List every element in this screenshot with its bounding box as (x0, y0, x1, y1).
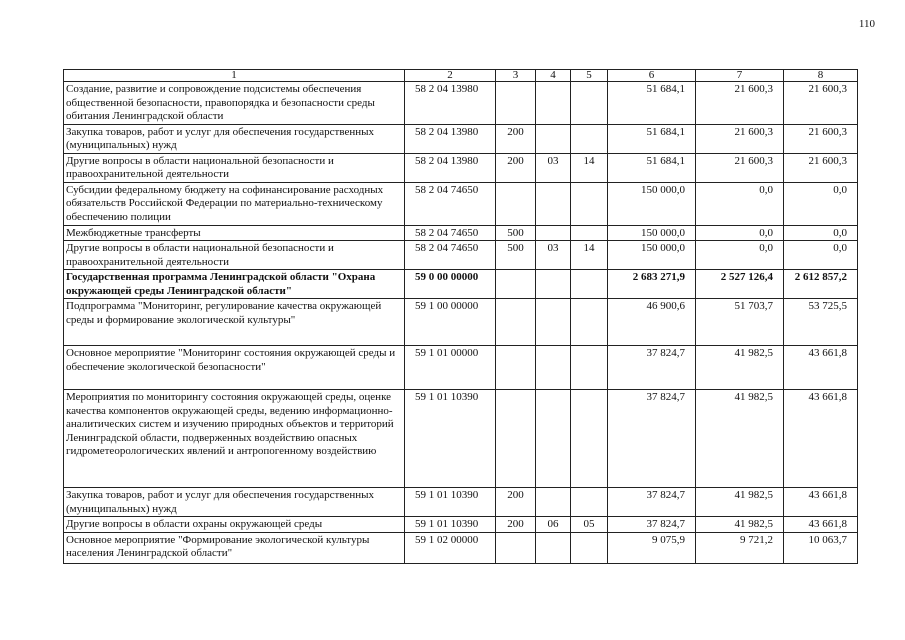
row-value-col6-cell: 150 000,0 (608, 225, 696, 241)
row-value-col6-cell: 37 824,7 (608, 346, 696, 390)
row-subsection-cell: 14 (571, 153, 608, 182)
row-subsection-cell (571, 270, 608, 299)
table-row (64, 390, 858, 488)
row-code-cell: 59 1 02 00000 (405, 532, 496, 563)
row-code-cell: 58 2 04 13980 (405, 153, 496, 182)
row-value-col6-cell: 150 000,0 (608, 182, 696, 225)
row-name-cell: Другие вопросы в области национальной безопасности и правоохранительной деятельности (64, 241, 405, 270)
row-expense-type-cell (496, 182, 536, 225)
column-header: 7 (696, 70, 784, 82)
table-row (64, 82, 858, 125)
row-expense-type-cell (496, 390, 536, 488)
column-header: 1 (64, 70, 405, 82)
table-row (64, 488, 858, 517)
row-expense-type-cell (496, 270, 536, 299)
row-value-col8-cell: 0,0 (784, 182, 858, 225)
row-value-col6-cell: 37 824,7 (608, 488, 696, 517)
table-body (64, 70, 858, 564)
row-section-cell (536, 182, 571, 225)
row-value-col8-cell: 53 725,5 (784, 299, 858, 346)
row-expense-type-cell: 200 (496, 124, 536, 153)
row-value-col7-cell: 41 982,5 (696, 488, 784, 517)
row-code-cell: 58 2 04 74650 (405, 241, 496, 270)
row-value-col7-cell: 41 982,5 (696, 346, 784, 390)
row-value-col6-cell: 46 900,6 (608, 299, 696, 346)
table-row (64, 299, 858, 346)
table-row (64, 182, 858, 225)
row-code-cell: 59 1 01 00000 (405, 346, 496, 390)
row-value-col8-cell: 2 612 857,2 (784, 270, 858, 299)
column-header: 3 (496, 70, 536, 82)
row-code-cell: 58 2 04 13980 (405, 124, 496, 153)
row-subsection-cell (571, 182, 608, 225)
row-code-cell: 59 1 00 00000 (405, 299, 496, 346)
row-section-cell (536, 390, 571, 488)
row-value-col8-cell: 21 600,3 (784, 124, 858, 153)
row-name-cell: Субсидии федеральному бюджету на софинансирование расходных обязательств Российской Федерации по материально-техническому обеспечению полиции (64, 182, 405, 225)
table-row (64, 241, 858, 270)
table-row (64, 124, 858, 153)
row-subsection-cell (571, 346, 608, 390)
row-code-cell: 59 1 01 10390 (405, 390, 496, 488)
row-name-cell: Другие вопросы в области охраны окружающей среды (64, 517, 405, 533)
budget-table (63, 69, 858, 564)
table-header-row (64, 70, 858, 82)
row-name-cell: Подпрограмма "Мониторинг, регулирование качества окружающей среды и формирование экологической культуры" (64, 299, 405, 346)
table-row (64, 517, 858, 533)
row-value-col6-cell: 37 824,7 (608, 390, 696, 488)
row-name-cell: Закупка товаров, работ и услуг для обеспечения государственных (муниципальных) нужд (64, 124, 405, 153)
row-value-col7-cell: 0,0 (696, 241, 784, 270)
row-value-col8-cell: 43 661,8 (784, 390, 858, 488)
table-row (64, 270, 858, 299)
row-name-cell: Закупка товаров, работ и услуг для обеспечения государственных (муниципальных) нужд (64, 488, 405, 517)
row-expense-type-cell (496, 532, 536, 563)
row-value-col8-cell: 10 063,7 (784, 532, 858, 563)
row-value-col8-cell: 0,0 (784, 241, 858, 270)
table-row (64, 532, 858, 563)
row-code-cell: 58 2 04 13980 (405, 82, 496, 125)
row-expense-type-cell (496, 346, 536, 390)
table-row (64, 346, 858, 390)
row-value-col7-cell: 2 527 126,4 (696, 270, 784, 299)
row-section-cell (536, 82, 571, 125)
row-value-col7-cell: 21 600,3 (696, 82, 784, 125)
row-section-cell (536, 532, 571, 563)
row-section-cell: 03 (536, 153, 571, 182)
row-name-cell: Создание, развитие и сопровождение подсистемы обеспечения общественной безопасности, правопорядка и безопасности среды обитания Ленинградской области (64, 82, 405, 125)
row-value-col8-cell: 0,0 (784, 225, 858, 241)
row-code-cell: 59 0 00 00000 (405, 270, 496, 299)
row-expense-type-cell: 200 (496, 153, 536, 182)
row-subsection-cell (571, 299, 608, 346)
row-value-col7-cell: 51 703,7 (696, 299, 784, 346)
row-section-cell (536, 225, 571, 241)
row-expense-type-cell: 500 (496, 241, 536, 270)
row-name-cell: Государственная программа Ленинградской области "Охрана окружающей среды Ленинградской области" (64, 270, 405, 299)
row-code-cell: 58 2 04 74650 (405, 182, 496, 225)
column-header: 4 (536, 70, 571, 82)
row-expense-type-cell (496, 299, 536, 346)
row-expense-type-cell: 500 (496, 225, 536, 241)
row-value-col6-cell: 150 000,0 (608, 241, 696, 270)
row-subsection-cell (571, 532, 608, 563)
column-header: 5 (571, 70, 608, 82)
row-code-cell: 59 1 01 10390 (405, 517, 496, 533)
row-section-cell (536, 124, 571, 153)
row-value-col6-cell: 51 684,1 (608, 82, 696, 125)
row-value-col6-cell: 51 684,1 (608, 124, 696, 153)
row-value-col7-cell: 9 721,2 (696, 532, 784, 563)
row-expense-type-cell: 200 (496, 517, 536, 533)
row-subsection-cell (571, 124, 608, 153)
row-subsection-cell (571, 488, 608, 517)
row-value-col7-cell: 0,0 (696, 182, 784, 225)
row-subsection-cell (571, 82, 608, 125)
row-value-col6-cell: 9 075,9 (608, 532, 696, 563)
column-header: 6 (608, 70, 696, 82)
row-section-cell: 03 (536, 241, 571, 270)
row-value-col6-cell: 37 824,7 (608, 517, 696, 533)
row-value-col7-cell: 41 982,5 (696, 517, 784, 533)
row-name-cell: Межбюджетные трансферты (64, 225, 405, 241)
row-value-col8-cell: 21 600,3 (784, 153, 858, 182)
row-name-cell: Основное мероприятие "Мониторинг состояния окружающей среды и обеспечение экологической безопасности" (64, 346, 405, 390)
row-code-cell: 59 1 01 10390 (405, 488, 496, 517)
row-value-col8-cell: 43 661,8 (784, 517, 858, 533)
row-code-cell: 58 2 04 74650 (405, 225, 496, 241)
table-row (64, 153, 858, 182)
row-value-col7-cell: 0,0 (696, 225, 784, 241)
row-name-cell: Основное мероприятие "Формирование экологической культуры населения Ленинградской области" (64, 532, 405, 563)
row-name-cell: Мероприятия по мониторингу состояния окружающей среды, оценке качества компонентов окружающей среды, ведению информационно-аналитических систем и изучению природных объектов и территорий Ленинградской области, подверженных воздействию опасных гидрометеорологических явлений и антропогенному воздействию (64, 390, 405, 488)
row-section-cell: 06 (536, 517, 571, 533)
row-section-cell (536, 488, 571, 517)
row-value-col6-cell: 51 684,1 (608, 153, 696, 182)
row-section-cell (536, 346, 571, 390)
row-section-cell (536, 270, 571, 299)
table-row (64, 225, 858, 241)
row-value-col7-cell: 21 600,3 (696, 124, 784, 153)
row-value-col7-cell: 41 982,5 (696, 390, 784, 488)
column-header: 2 (405, 70, 496, 82)
row-value-col8-cell: 43 661,8 (784, 346, 858, 390)
row-value-col8-cell: 43 661,8 (784, 488, 858, 517)
row-value-col8-cell: 21 600,3 (784, 82, 858, 125)
row-subsection-cell: 14 (571, 241, 608, 270)
row-name-cell: Другие вопросы в области национальной безопасности и правоохранительной деятельности (64, 153, 405, 182)
row-expense-type-cell: 200 (496, 488, 536, 517)
row-subsection-cell: 05 (571, 517, 608, 533)
row-subsection-cell (571, 225, 608, 241)
row-subsection-cell (571, 390, 608, 488)
row-section-cell (536, 299, 571, 346)
row-expense-type-cell (496, 82, 536, 125)
column-header: 8 (784, 70, 858, 82)
row-value-col6-cell: 2 683 271,9 (608, 270, 696, 299)
page-number: 110 (858, 18, 875, 30)
row-value-col7-cell: 21 600,3 (696, 153, 784, 182)
